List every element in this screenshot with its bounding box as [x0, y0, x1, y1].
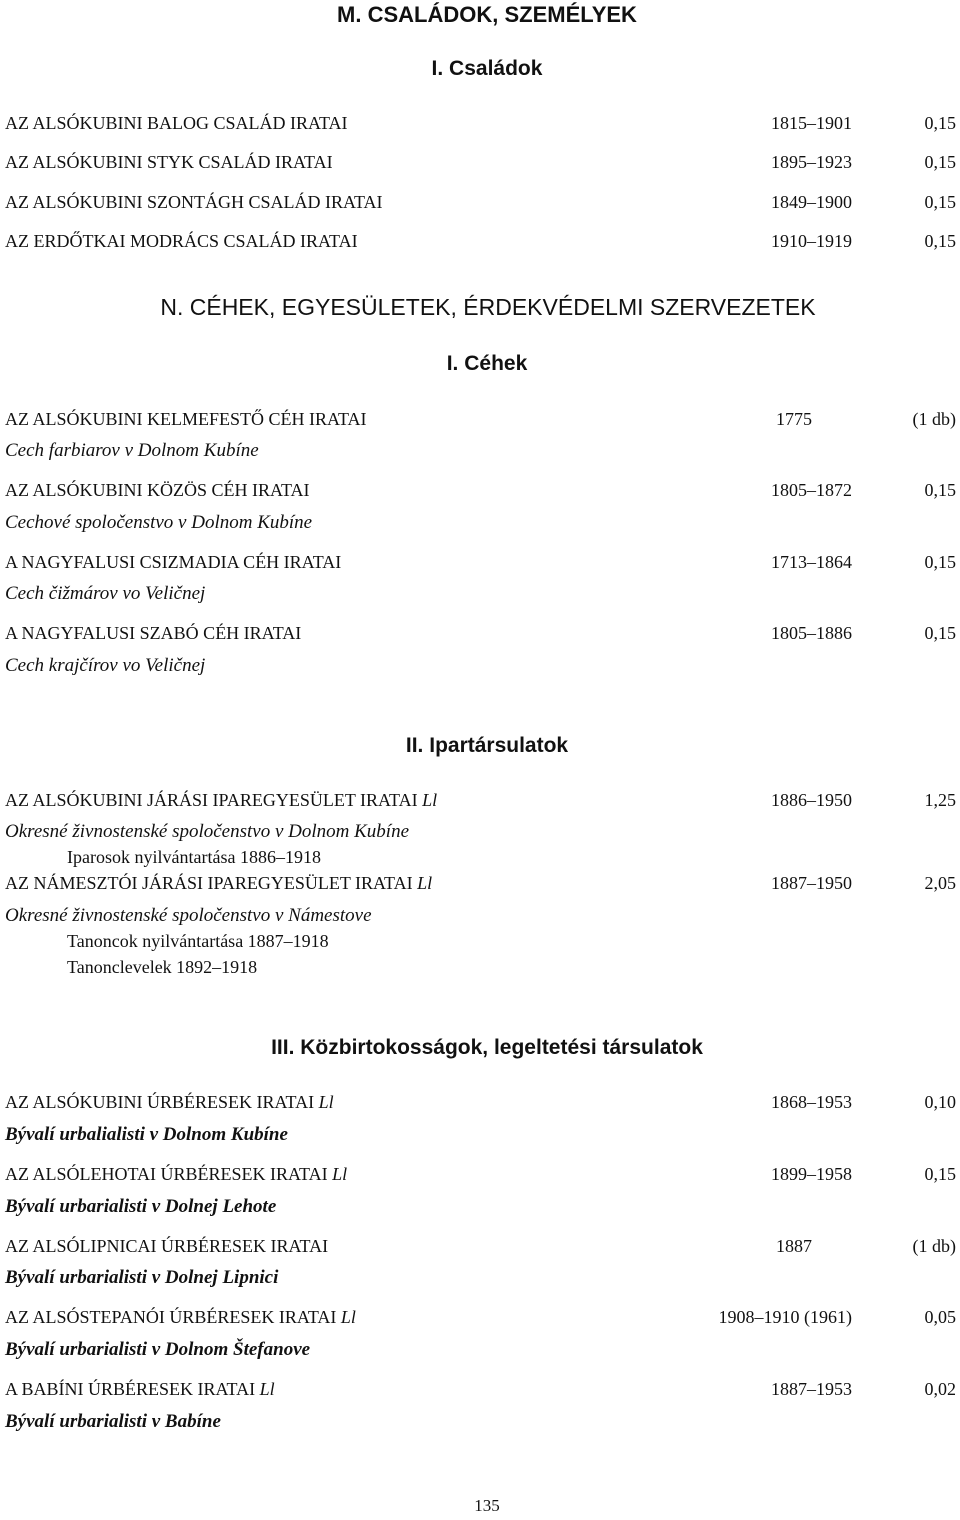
record-slovak-title: Cech krajčírov vo Veličnej — [5, 655, 206, 676]
record-suffix: Ll — [422, 790, 438, 810]
record-title-text: AZ ALSÓKUBINI JÁRÁSI IPAREGYESÜLET IRATAI — [5, 790, 418, 810]
record-row — [0, 231, 960, 255]
record-years: 1805–1886 — [771, 623, 852, 643]
record-row — [0, 1236, 960, 1260]
record-years: 1713–1864 — [771, 552, 852, 572]
record-title: AZ ERDŐTKAI MODRÁCS CSALÁD IRATAI — [5, 231, 358, 251]
record-title — [5, 1236, 328, 1257]
record-suffix: Ll — [332, 1164, 348, 1184]
record-title — [5, 873, 432, 894]
record-years: 1899–1958 — [771, 1164, 852, 1184]
record-title: A NAGYFALUSI CSIZMADIA CÉH IRATAI — [5, 552, 342, 572]
record-title — [5, 1379, 275, 1400]
record-row — [0, 552, 960, 576]
record-slovak-title: Bývalí urbarialisti v Dolnej Lipnici — [5, 1267, 279, 1288]
record-title-text: A BABÍNI ÚRBÉRESEK IRATAI — [5, 1379, 256, 1399]
record-slovak-title: Cech čižmárov vo Veličnej — [5, 583, 206, 604]
record-years: 1908–1910 (1961) — [718, 1307, 852, 1327]
record-years: 1775 — [776, 409, 812, 429]
record-row — [0, 480, 960, 504]
record-slovak-title: Cech farbiarov v Dolnom Kubíne — [5, 440, 259, 461]
record-years: 1887–1953 — [771, 1379, 852, 1399]
record-extent: 0,10 — [924, 1092, 956, 1112]
section-heading-m: M. CSALÁDOK, SZEMÉLYEK — [337, 2, 637, 27]
subsection-title-families: I. Családok — [431, 57, 543, 80]
record-slovak-title: Bývalí urbalialisti v Dolnom Kubíne — [5, 1124, 288, 1145]
page-number: 135 — [474, 1496, 500, 1515]
record-row — [0, 409, 960, 433]
record-title: AZ ALSÓKUBINI BALOG CSALÁD IRATAI — [5, 113, 348, 133]
subsection-title-commons: III. Közbirtokosságok, legeltetési társulatok — [271, 1036, 703, 1059]
record-sub-item: Iparosok nyilvántartása 1886–1918 — [67, 847, 321, 867]
record-years: 1910–1919 — [771, 231, 852, 251]
record-years: 1887–1950 — [771, 873, 852, 893]
record-title — [5, 1307, 356, 1328]
record-extent: 1,25 — [924, 790, 956, 810]
record-row — [0, 1307, 960, 1331]
record-extent: 0,15 — [924, 1164, 956, 1184]
record-title — [5, 1164, 347, 1185]
record-years: 1868–1953 — [771, 1092, 852, 1112]
subsection-title-industry: II. Ipartársulatok — [405, 734, 569, 757]
record-extent: 2,05 — [924, 873, 956, 893]
record-title: AZ ALSÓKUBINI KELMEFESTŐ CÉH IRATAI — [5, 409, 367, 429]
record-extent: 0,15 — [924, 552, 956, 572]
record-extent: (1 db) — [912, 409, 956, 429]
record-sub-item: Tanonclevelek 1892–1918 — [67, 957, 258, 977]
record-title-text: AZ ALSÓSTEPANÓI ÚRBÉRESEK IRATAI — [5, 1307, 337, 1327]
record-slovak-title: Bývalí urbarialisti v Dolnej Lehote — [5, 1196, 277, 1217]
record-extent: (1 db) — [912, 1236, 956, 1256]
record-extent: 0,02 — [924, 1379, 956, 1399]
record-slovak-title: Okresné živnostenské spoločenstvo v Námestove — [5, 905, 372, 926]
record-extent: 0,15 — [924, 480, 956, 500]
record-title-text: AZ ALSÓLIPNICAI ÚRBÉRESEK IRATAI — [5, 1236, 329, 1256]
record-row — [0, 873, 960, 897]
record-title: AZ ALSÓKUBINI SZONTÁGH CSALÁD IRATAI — [5, 192, 383, 212]
record-title: AZ ALSÓKUBINI KÖZÖS CÉH IRATAI — [5, 480, 310, 500]
record-row — [0, 152, 960, 176]
record-slovak-title: Bývalí urbarialisti v Dolnom Štefanove — [5, 1339, 311, 1360]
section-heading-n: N. CÉHEK, EGYESÜLETEK, ÉRDEKVÉDELMI SZERVEZETEK — [160, 294, 816, 320]
record-title-text: AZ NÁMESZTÓI JÁRÁSI IPAREGYESÜLET IRATAI — [5, 873, 413, 893]
subsection-title-guilds: I. Céhek — [446, 352, 528, 375]
record-slovak-title: Bývalí urbarialisti v Babíne — [5, 1411, 221, 1432]
record-slovak-title: Okresné živnostenské spoločenstvo v Dolnom Kubíne — [5, 821, 410, 842]
record-suffix: Ll — [417, 873, 433, 893]
record-years: 1886–1950 — [771, 790, 852, 810]
record-title-text: AZ ALSÓLEHOTAI ÚRBÉRESEK IRATAI — [5, 1164, 328, 1184]
record-slovak-title: Cechové spoločenstvo v Dolnom Kubíne — [5, 512, 313, 533]
record-row — [0, 623, 960, 647]
record-title — [5, 790, 437, 811]
record-extent: 0,15 — [924, 152, 956, 172]
record-title: AZ ALSÓKUBINI STYK CSALÁD IRATAI — [5, 152, 333, 172]
record-years: 1815–1901 — [771, 113, 852, 133]
record-years: 1887 — [776, 1236, 812, 1256]
record-extent: 0,15 — [924, 231, 956, 251]
record-years: 1849–1900 — [771, 192, 852, 212]
record-extent: 0,15 — [924, 113, 956, 133]
record-suffix: Ll — [318, 1092, 334, 1112]
record-row — [0, 790, 960, 814]
record-row — [0, 192, 960, 216]
record-suffix: Ll — [259, 1379, 275, 1399]
record-sub-item: Tanoncok nyilvántartása 1887–1918 — [67, 931, 329, 951]
record-title-text: AZ ALSÓKUBINI ÚRBÉRESEK IRATAI — [5, 1092, 315, 1112]
record-row — [0, 113, 960, 137]
record-extent: 0,15 — [924, 623, 956, 643]
record-row — [0, 1164, 960, 1188]
record-row — [0, 1379, 960, 1403]
record-extent: 0,05 — [924, 1307, 956, 1327]
record-years: 1805–1872 — [771, 480, 852, 500]
record-title: A NAGYFALUSI SZABÓ CÉH IRATAI — [5, 623, 302, 643]
record-row — [0, 1092, 960, 1116]
record-title — [5, 1092, 334, 1113]
record-suffix: Ll — [340, 1307, 356, 1327]
record-extent: 0,15 — [924, 192, 956, 212]
record-years: 1895–1923 — [771, 152, 852, 172]
